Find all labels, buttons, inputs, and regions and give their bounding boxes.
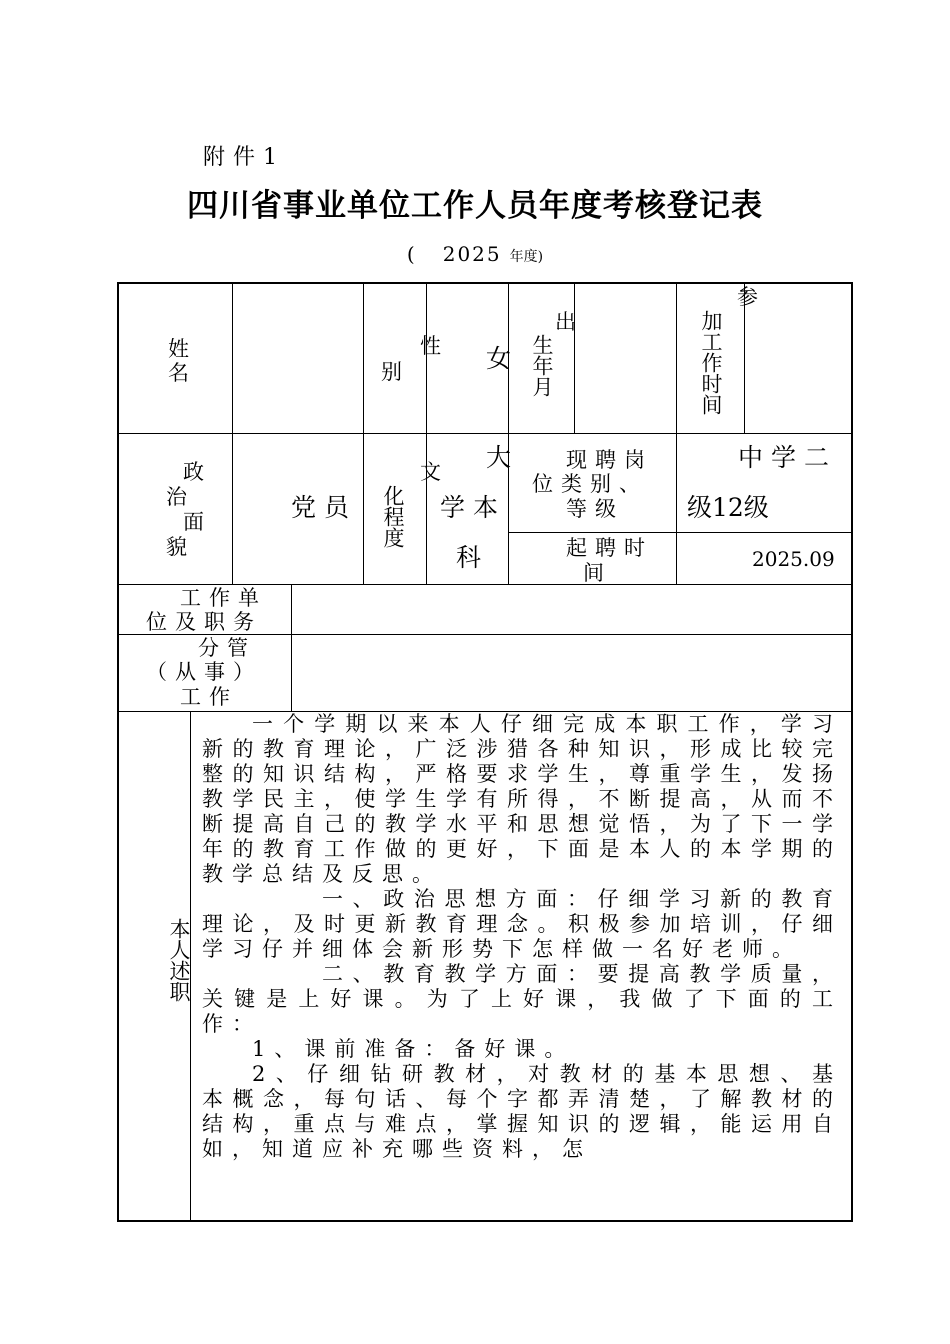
duty-label-1: 分管 [198, 636, 256, 660]
year-suffix: 年度) [509, 249, 544, 265]
position-label-1: 现聘岗 [566, 448, 653, 472]
work-start-label-2: 加工作时间 [699, 310, 723, 415]
statement-paragraph: 一、政治思想方面：仔细学习新的教育理论，及时更新教育理念。积极参加培训，仔细学习仔并细体会新形势下怎样做一名好老师。 [202, 887, 842, 961]
statement-paragraph: 1、课前准备：备好课。 [252, 1037, 575, 1061]
gender-label-2: 别 [381, 360, 402, 384]
unit-label-2: 位及职务 [146, 610, 262, 634]
education-value-2[interactable]: 学本 [440, 493, 507, 522]
work-start-label-1: 参 [737, 285, 758, 309]
year-value: 2025 [442, 242, 502, 266]
education-label-2: 化程度 [381, 485, 405, 548]
political-value[interactable]: 党员 [291, 493, 358, 522]
statement-paragraph: 2、仔细钻研教材，对教材的基本思想、基本概念，每句话、每个字都弄清楚，了解教材的结构，重点与难点，掌握知识的逻辑，能运用自如，知道应补充哪些资料，怎 [202, 1062, 842, 1161]
education-label-1: 文 [420, 460, 441, 484]
position-label-3: 等级 [566, 497, 624, 521]
attachment-label: 附件1 [203, 145, 285, 170]
form-title: 四川省事业单位工作人员年度考核登记表 [187, 188, 763, 224]
hire-time-label-1: 起聘时 [566, 536, 653, 560]
duty-label-2: （从事） [146, 660, 262, 684]
hire-time-label-2: 间 [583, 561, 604, 585]
unit-label-1: 工作单 [180, 586, 267, 610]
year-line [0, 242, 950, 266]
statement-label: 本人述职 [167, 918, 191, 1002]
position-label-2: 位类别、 [532, 472, 648, 496]
name-label: 姓名 [168, 337, 189, 385]
statement-paragraph: 二、教育教学方面：要提高教学质量，关键是上好课。为了上好课，我做了下面的工作： [202, 962, 842, 1036]
position-value-2[interactable]: 级12级 [687, 493, 769, 522]
birth-label-2: 生年月 [530, 334, 554, 397]
duty-label-3: 工作 [180, 685, 238, 709]
statement-paragraph: 一个学期以来本人仔细完成本职工作，学习新的教育理论，广泛涉猎各种知识，形成比较完整的知识结构，严格要求学生，尊重学生，发扬教学民主，使学生学有所得，不断提高，从而不断提高自己的教学水平和思想觉悟，为了下一学年的教育工作做的更好，下面是本人的本学期的教学总结及反思。 [202, 712, 842, 886]
education-value-3[interactable]: 科 [456, 543, 482, 572]
political-label-4: 貌 [166, 535, 187, 559]
political-label-3: 面 [183, 510, 204, 534]
birth-label-1: 出 [555, 310, 576, 334]
hire-time-value[interactable]: 2025.09 [752, 547, 835, 571]
year-open: ( [406, 242, 415, 266]
gender-label-1: 性 [420, 334, 441, 358]
position-value-1[interactable]: 中学二 [738, 443, 838, 472]
education-value-1[interactable]: 大 [486, 443, 512, 472]
political-label-1: 政 [183, 460, 204, 484]
political-label-2: 治 [166, 485, 187, 509]
gender-value[interactable]: 女 [486, 344, 512, 373]
statement-text[interactable] [202, 712, 842, 1162]
